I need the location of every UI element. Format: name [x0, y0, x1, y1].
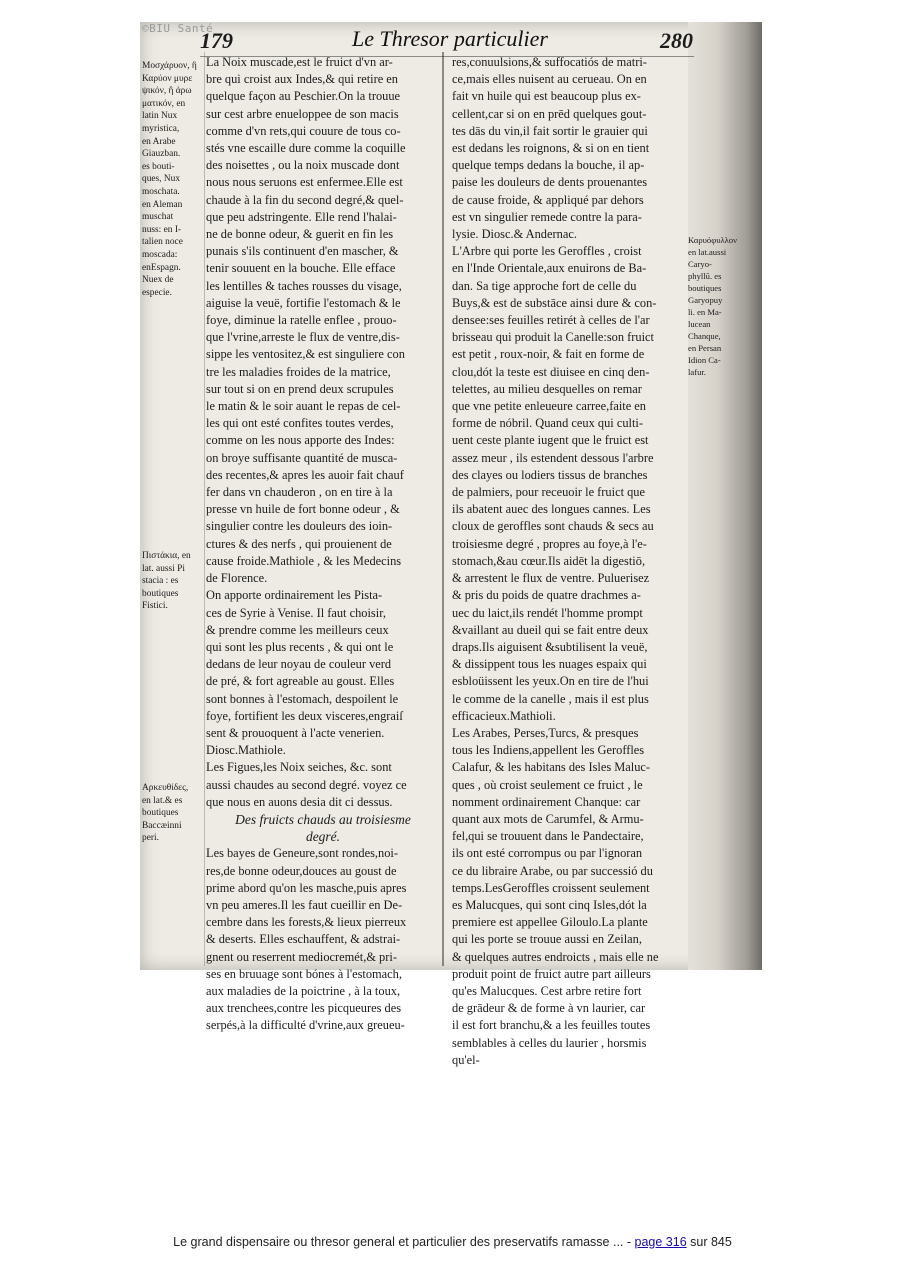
text-line: &vaillant au dueil qui se fait entre deux: [452, 622, 649, 637]
text-line: des noisettes , ou la noix muscade dont: [206, 158, 400, 173]
text-line: de cause froide, & appliqué par dehors: [452, 192, 644, 207]
text-line: uec du laict,ils rendét l'homme prompt: [452, 605, 643, 620]
text-line: que peu adstringente. Elle rend l'halai-: [206, 209, 397, 224]
text-line: & quelques autres endroicts , mais elle ne: [452, 949, 659, 964]
text-line: en Aleman: [142, 199, 183, 210]
text-line: ques , où croist seulement ce fruict , le: [452, 777, 643, 792]
text-line: sent & prouoquent à l'acte venerien.: [206, 725, 385, 740]
text-line: tenir souuent en la bouche. Elle efface: [206, 261, 396, 276]
text-line: les lentilles & taches rousses du visage,: [206, 278, 402, 293]
text-line: vn peu ameres.Il les faut cueillir en De-: [206, 897, 403, 912]
text-line: semblables à celles du laurier , horsmis: [452, 1035, 647, 1050]
text-line: ματικόν, en: [142, 98, 186, 109]
text-line: phyllū. es: [688, 271, 722, 281]
text-line: Μοσχάρυον, ἢ: [142, 61, 197, 71]
text-line: ces de Syrie à Venise. Il faut choisir,: [206, 605, 386, 620]
text-line: Καρύον μυρε: [142, 73, 193, 84]
text-line: quelque temps dedans la bouche, il ap-: [452, 158, 645, 173]
text-line: en l'Inde Orientale,aux enuirons de Ba-: [452, 261, 647, 276]
text-line: assez meur , ils estendent dessous l'arbre: [452, 450, 654, 465]
text-line: de pré, & fort agreable au goust. Elles: [206, 674, 395, 689]
text-line: en lat.aussi: [688, 247, 727, 257]
text-line: peri.: [142, 833, 159, 844]
text-line: nomment ordinairement Chanque: car: [452, 794, 641, 809]
text-line: forme de nóbril. Quand ceux qui culti-: [452, 416, 643, 431]
text-line: gnent ou reserrent mediocremét,& pri-: [206, 949, 397, 964]
text-line: foye, diminue la ratelle enflee , prouo-: [206, 313, 397, 328]
text-line: premiere est appellee Giloulo.La plante: [452, 915, 648, 930]
text-line: ce du libraire Arabe, ou par successió du: [452, 863, 653, 878]
text-line: presse vn huile de fort bonne odeur , &: [206, 502, 400, 517]
text-line: sur tout si on en prend deux scrupules: [206, 381, 394, 396]
text-line: singulier contre les douleurs des ioin-: [206, 519, 393, 534]
text-line: aussi chaudes au second degré. voyez ce: [206, 777, 407, 792]
text-line: des clayes ou lodiers tissus de branches: [452, 467, 648, 482]
text-line: Les bayes de Geneure,sont rondes,noi-: [206, 846, 398, 861]
text-line: de palmiers, pour receuoir le fruict que: [452, 485, 646, 500]
text-line: & pris du poids de quatre drachmes a-: [452, 588, 641, 603]
text-line: lucean: [688, 319, 711, 329]
text-line: L'Arbre qui porte les Geroffles , croist: [452, 244, 642, 259]
text-line: bre qui croist aux Indes,& qui retire en: [206, 72, 398, 87]
text-line: es bouti-: [142, 161, 175, 172]
margin-note-pistachio: [142, 550, 204, 613]
text-line: ils ont esté corrompus ou par l'ignoran: [452, 846, 643, 861]
text-line: es Malucques, qui sont cinq Isles,dót la: [452, 897, 647, 912]
text-line: Giauzban.: [142, 149, 181, 160]
text-line: especie.: [142, 287, 172, 298]
text-line: boutiques: [142, 808, 179, 819]
text-line: Chanque,: [688, 331, 721, 341]
text-line: Baccæinni: [142, 820, 182, 831]
column-divider: [442, 52, 444, 966]
text-line: produit point de fruict autre part ailleurs: [452, 966, 651, 981]
text-line: est vn singulier remede contre la para-: [452, 209, 642, 224]
text-line: ce,mais elles nuisent au cerueau. On en: [452, 72, 647, 87]
running-title: Le Thresor particulier: [352, 26, 548, 51]
text-line: densee:ses feuilles retirét à celles de l'ar: [452, 313, 650, 328]
text-line: moschata.: [142, 186, 180, 197]
text-line: chaude à la fin du second degré,& quel-: [206, 192, 404, 207]
document-caption: [0, 1235, 905, 1249]
margin-note-nutmeg: [142, 60, 204, 299]
text-line: li. en Ma-: [688, 307, 722, 317]
text-line: quant aux mots de Carumfel, & Armu-: [452, 811, 644, 826]
text-line: Καρυόφυλλον: [688, 235, 737, 245]
text-line: de grādeur & de forme à vn laurier, car: [452, 1001, 646, 1016]
text-line: en Persan: [688, 343, 722, 353]
text-line: enEspagn.: [142, 262, 181, 273]
caption-total: sur 845: [686, 1235, 732, 1249]
text-line: stomach,&au cœur.Ils aidēt la digestiō,: [452, 553, 646, 568]
text-line: paise les douleurs de dents prouenantes: [452, 175, 648, 190]
text-line: cellent,car si on en prēd quelques gout-: [452, 106, 647, 121]
text-line: qu'es Malucques. Cest arbre retire fort: [452, 983, 642, 998]
text-line: esbloüissent les yeux.On en tire de l'hui: [452, 674, 649, 689]
text-line: ques, Nux: [142, 174, 181, 185]
text-line: myristica,: [142, 123, 180, 134]
text-line: telettes, au milieu desquelles on remar: [452, 381, 642, 396]
text-line: aux maladies de la poictrine , à la toux,: [206, 983, 401, 998]
text-line: & prendre comme les meilleurs ceux: [206, 622, 389, 637]
text-line: boutiques: [688, 283, 722, 293]
scanned-page: [140, 22, 762, 1067]
text-line: & dissippent tous les nuages espaix qui: [452, 657, 647, 672]
text-line: lat. aussi Pi: [142, 563, 185, 574]
text-line: comme on les nous apporte des Indes:: [206, 433, 395, 448]
text-line: prime abord qu'on les masche,puis apres: [206, 880, 407, 895]
text-line: foye, fortifient les deux visceres,engraiſ: [206, 708, 403, 723]
text-line: res,conuulsions,& suffocatiós de matri-: [452, 55, 647, 69]
text-line: troisiesme degré , propres au foye,à l'e-: [452, 536, 647, 551]
text-line: Garyopuy: [688, 295, 723, 305]
text-line: de Florence.: [206, 571, 268, 586]
text-line: lafur.: [688, 367, 706, 377]
text-line: il est fort branchu,& a les feuilles toutes: [452, 1018, 651, 1033]
text-line: nous nous seruons est enfermee.Elle est: [206, 175, 403, 190]
text-line: Calafur, & les habitans des Isles Maluc-: [452, 760, 651, 775]
text-line: Fistici.: [142, 601, 168, 612]
text-line: La Noix muscade,est le fruict d'vn ar-: [206, 55, 393, 69]
text-line: qui sont les plus recents , & qui ont le: [206, 639, 394, 654]
text-line: est petit , roux-noir, & fait en forme de: [452, 347, 645, 362]
text-line: dedans de leur noyau de couleur verd: [206, 657, 392, 672]
text-line: que nous en auons desia dit ci dessus.: [206, 794, 393, 809]
text-line: le matin & le soir auant le repas de cel-: [206, 399, 401, 414]
page-edge-shadow: [688, 22, 762, 970]
text-line: en Arabe: [142, 136, 176, 147]
text-line: est dedans les roignons, & si on en tient: [452, 141, 650, 156]
text-line: aiguise la veuë, fortifie l'estomach & le: [206, 295, 401, 310]
text-line: cembre dans les forests,& lieux pierreux: [206, 915, 407, 930]
text-line: Idion Ca-: [688, 355, 721, 365]
text-line: les qui ont esté confites toutes verdes,: [206, 416, 394, 431]
text-line: ctures & des nerfs , qui prouienent de: [206, 536, 392, 551]
text-line: tre les maladies froides de la matrice,: [206, 364, 391, 379]
text-line: que l'vrine,arreste le flux de ventre,dis-: [206, 330, 400, 345]
text-line: res,de bonne odeur,douces au goust de: [206, 863, 397, 878]
text-line: serpés,à la difficulté d'vrine,aux greueu-: [206, 1018, 405, 1033]
text-line: en lat.& es: [142, 795, 183, 806]
text-line: ses en bruuage sont bónes à l'estomach,: [206, 966, 402, 981]
margin-note-cloves: [688, 234, 746, 378]
text-line: fait vn huile qui est beaucoup plus ex-: [452, 89, 641, 104]
text-line: qui les porte se trouue aussi en Zeilan,: [452, 932, 642, 947]
text-line: ils abatent auec des longues cannes. Les: [452, 502, 651, 517]
text-line: brisseau qui produit la Canelle:son fruict: [452, 330, 654, 345]
text-line: latin Nux: [142, 111, 178, 122]
text-line: uent ceste plante iugent que le fruict est: [452, 433, 649, 448]
text-line: cause froide.Mathiole , & les Medecins: [206, 553, 402, 568]
text-line: clou,dót la teste est diuisee en cinq den-: [452, 364, 650, 379]
page-number-left: 179: [200, 28, 233, 53]
text-line: draps.Ils aiguisent &subtilisent la veuë,: [452, 639, 648, 654]
text-line: dan. Sa tige approche fort de celle du: [452, 278, 637, 293]
text-line: des recentes,& apres les auoir fait chauf: [206, 467, 404, 482]
text-line: sippe les ventositez,& est singuliere con: [206, 347, 405, 362]
text-line: comme d'vn rets,qui couure de tous co-: [206, 123, 401, 138]
text-line: boutiques: [142, 588, 179, 599]
text-line: sont bonnes à l'estomach, despoilent le: [206, 691, 399, 706]
text-line: cloux de geroffles sont chauds & secs au: [452, 519, 654, 534]
text-line: moscada:: [142, 249, 178, 260]
text-line: temps.LesGeroffles croissent seulement: [452, 880, 650, 895]
text-line: efficacieux.Mathioli.: [452, 708, 556, 723]
text-line: Buys,& est de substāce ainsi dure & con-: [452, 295, 657, 310]
text-line: & arrestent le flux de ventre. Puluerisez: [452, 571, 650, 586]
text-column-right: [452, 54, 688, 1069]
text-line: qu'el-: [452, 1052, 480, 1067]
text-line: punais s'ils continuent d'en mascher, &: [206, 244, 399, 259]
text-line: & deserts. Elles eschauffent, & adstrai-: [206, 932, 401, 947]
text-line: on broye suffisante quantité de musca-: [206, 450, 398, 465]
text-line: que vne petite enleueure carree,faite en: [452, 399, 646, 414]
page-link[interactable]: page 316: [634, 1235, 687, 1249]
text-line: nuss: en I-: [142, 224, 182, 235]
text-line: tous les Indiens,appellent les Geroffles: [452, 743, 645, 758]
text-line: Πιστάκια, en: [142, 551, 191, 561]
text-line: le comme de la canelle , mais il est plus: [452, 691, 649, 706]
text-line: quelque façon au Peschier.On la trouue: [206, 89, 401, 104]
text-line: Caryo-: [688, 259, 712, 269]
text-line: talien noce: [142, 237, 183, 248]
text-line: stacia : es: [142, 576, 179, 587]
text-line: ψικόν, ἢ ἀρω: [142, 86, 192, 97]
margin-note-juniper: [142, 782, 204, 845]
text-line: stés vne escaille dure comme la coquille: [206, 141, 406, 156]
text-line: Diosc.Mathiole.: [206, 743, 286, 758]
text-column-left: [206, 54, 440, 1035]
text-line: fel,qui se trouuent dans le Pandectaire,: [452, 829, 644, 844]
text-line: Des fruicts chauds au troisiesme: [235, 811, 411, 827]
caption-title: Le grand dispensaire ou thresor general et particulier des preservatifs ramasse ... -: [173, 1235, 635, 1249]
text-line: tes dās du vin,il fait sortir le grauier qui: [452, 123, 648, 138]
text-line: aux trenchees,contre les picqueures des: [206, 1001, 402, 1016]
text-line: Les Figues,les Noix seiches, &c. sont: [206, 760, 392, 775]
text-line: ne de bonne odeur, & guerit en fin les: [206, 227, 394, 242]
text-line: On apporte ordinairement les Pista-: [206, 588, 383, 603]
text-line: muschat: [142, 212, 174, 223]
text-line: degré.: [305, 829, 341, 845]
page-number-right: 280: [660, 28, 693, 53]
text-line: Nuex de: [142, 275, 174, 286]
margin-divider: [204, 52, 205, 966]
text-line: sur cest arbre enueloppee de son macis: [206, 106, 399, 121]
text-line: Αρκευθίδες,: [142, 783, 189, 793]
text-line: lysie. Diosc.& Andernac.: [452, 227, 577, 242]
watermark: ©BIU Santé: [142, 22, 214, 35]
text-line: Les Arabes, Perses,Turcs, & presques: [452, 725, 639, 740]
text-line: fer dans vn chauderon , on en tire à la: [206, 485, 393, 500]
